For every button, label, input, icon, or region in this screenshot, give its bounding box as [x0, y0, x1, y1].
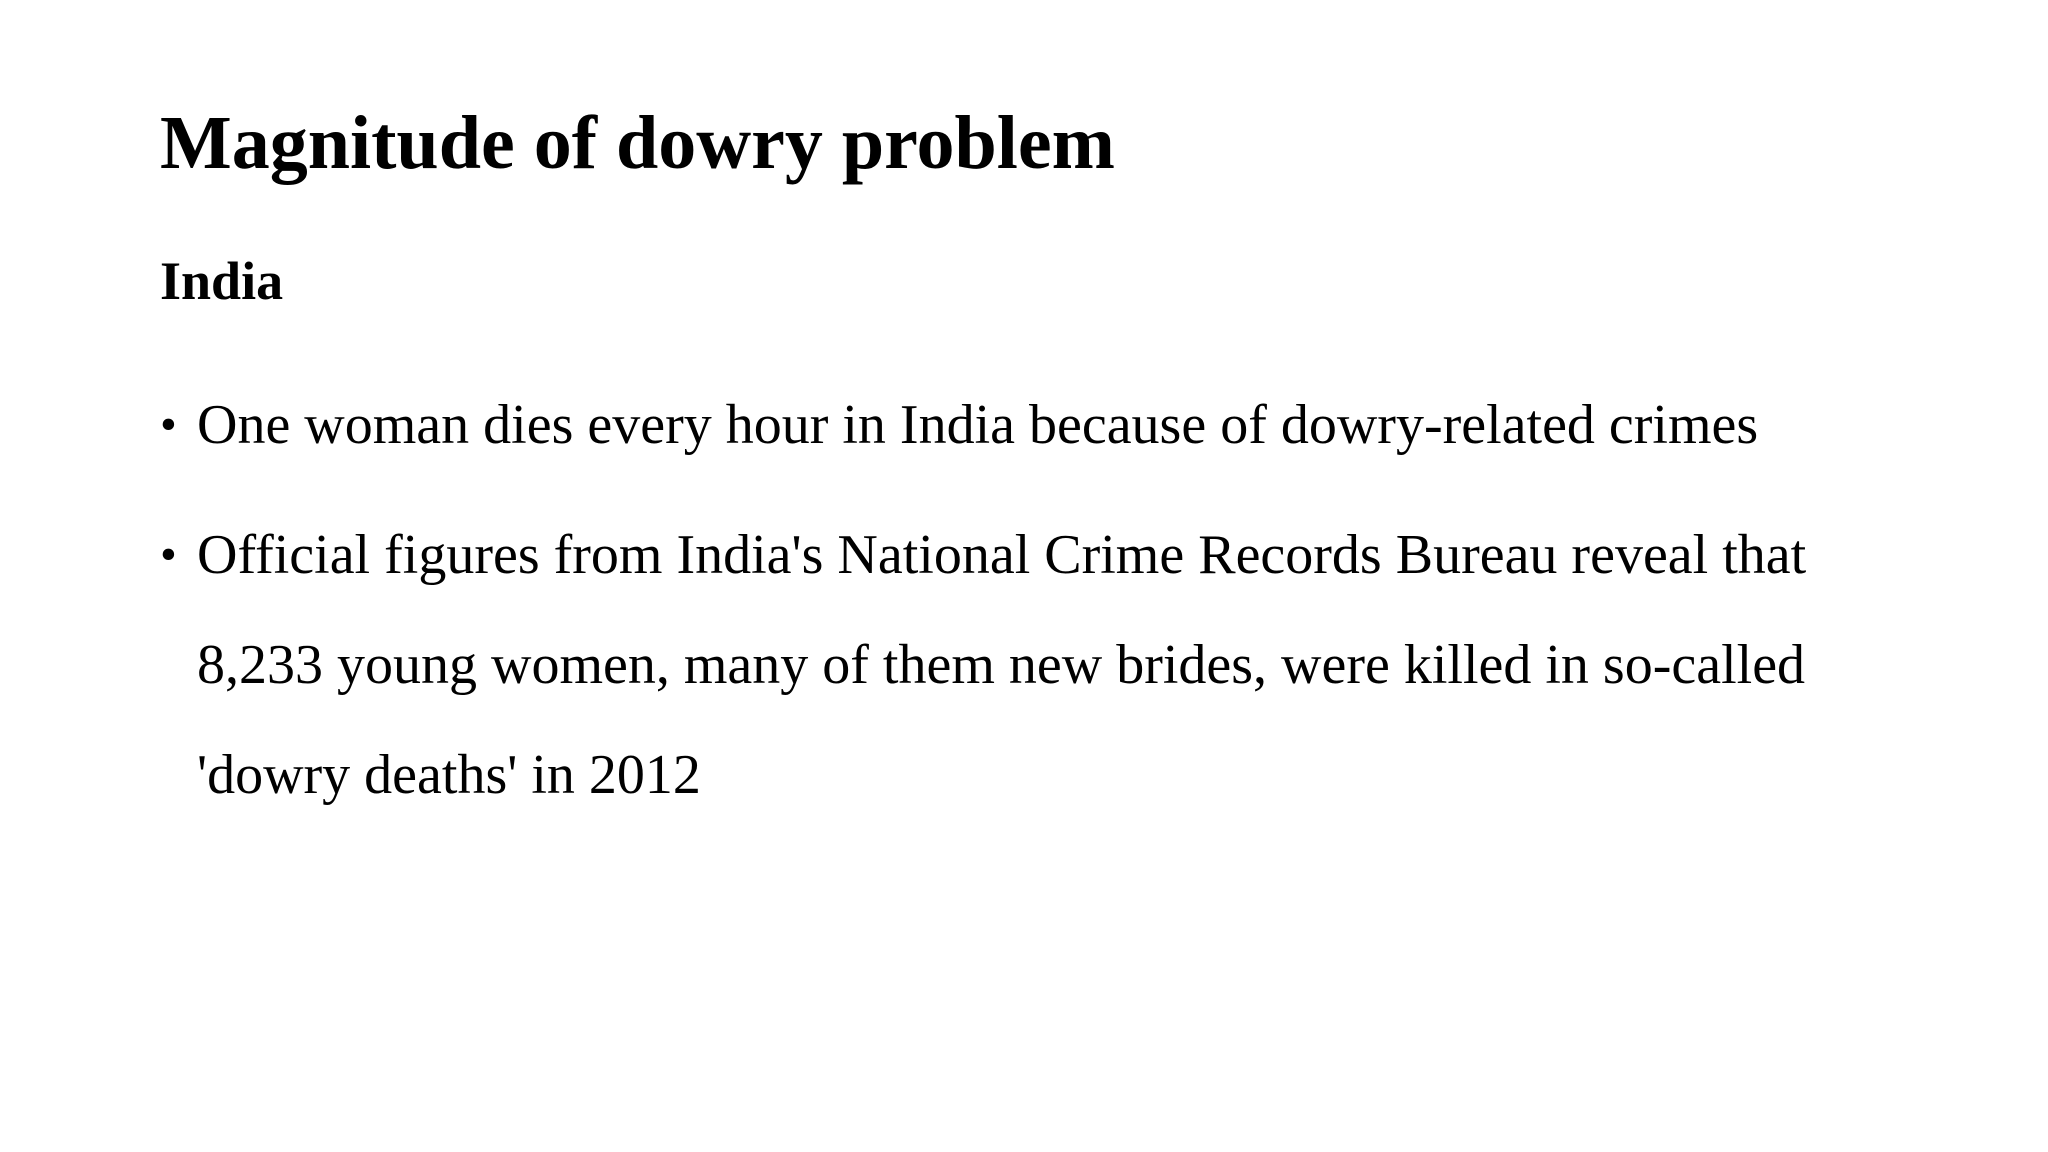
- bullet-list: [160, 370, 1920, 850]
- bullet-icon: •: [160, 398, 177, 451]
- slide-title: Magnitude of dowry problem: [160, 101, 1115, 185]
- bullet-text: One woman dies every hour in India because of dowry-related crimes: [197, 394, 1759, 456]
- bullet-item-1: [160, 370, 1920, 480]
- bullet-item-2: [160, 500, 1920, 830]
- slide-subtitle: India: [160, 251, 284, 311]
- bullet-text: Official figures from India's National Crime Records Bureau reveal that 8,233 young women, many of them new brides, were killed in so-called 'dowry deaths' in 2012: [197, 524, 1807, 806]
- bullet-icon: •: [160, 528, 177, 581]
